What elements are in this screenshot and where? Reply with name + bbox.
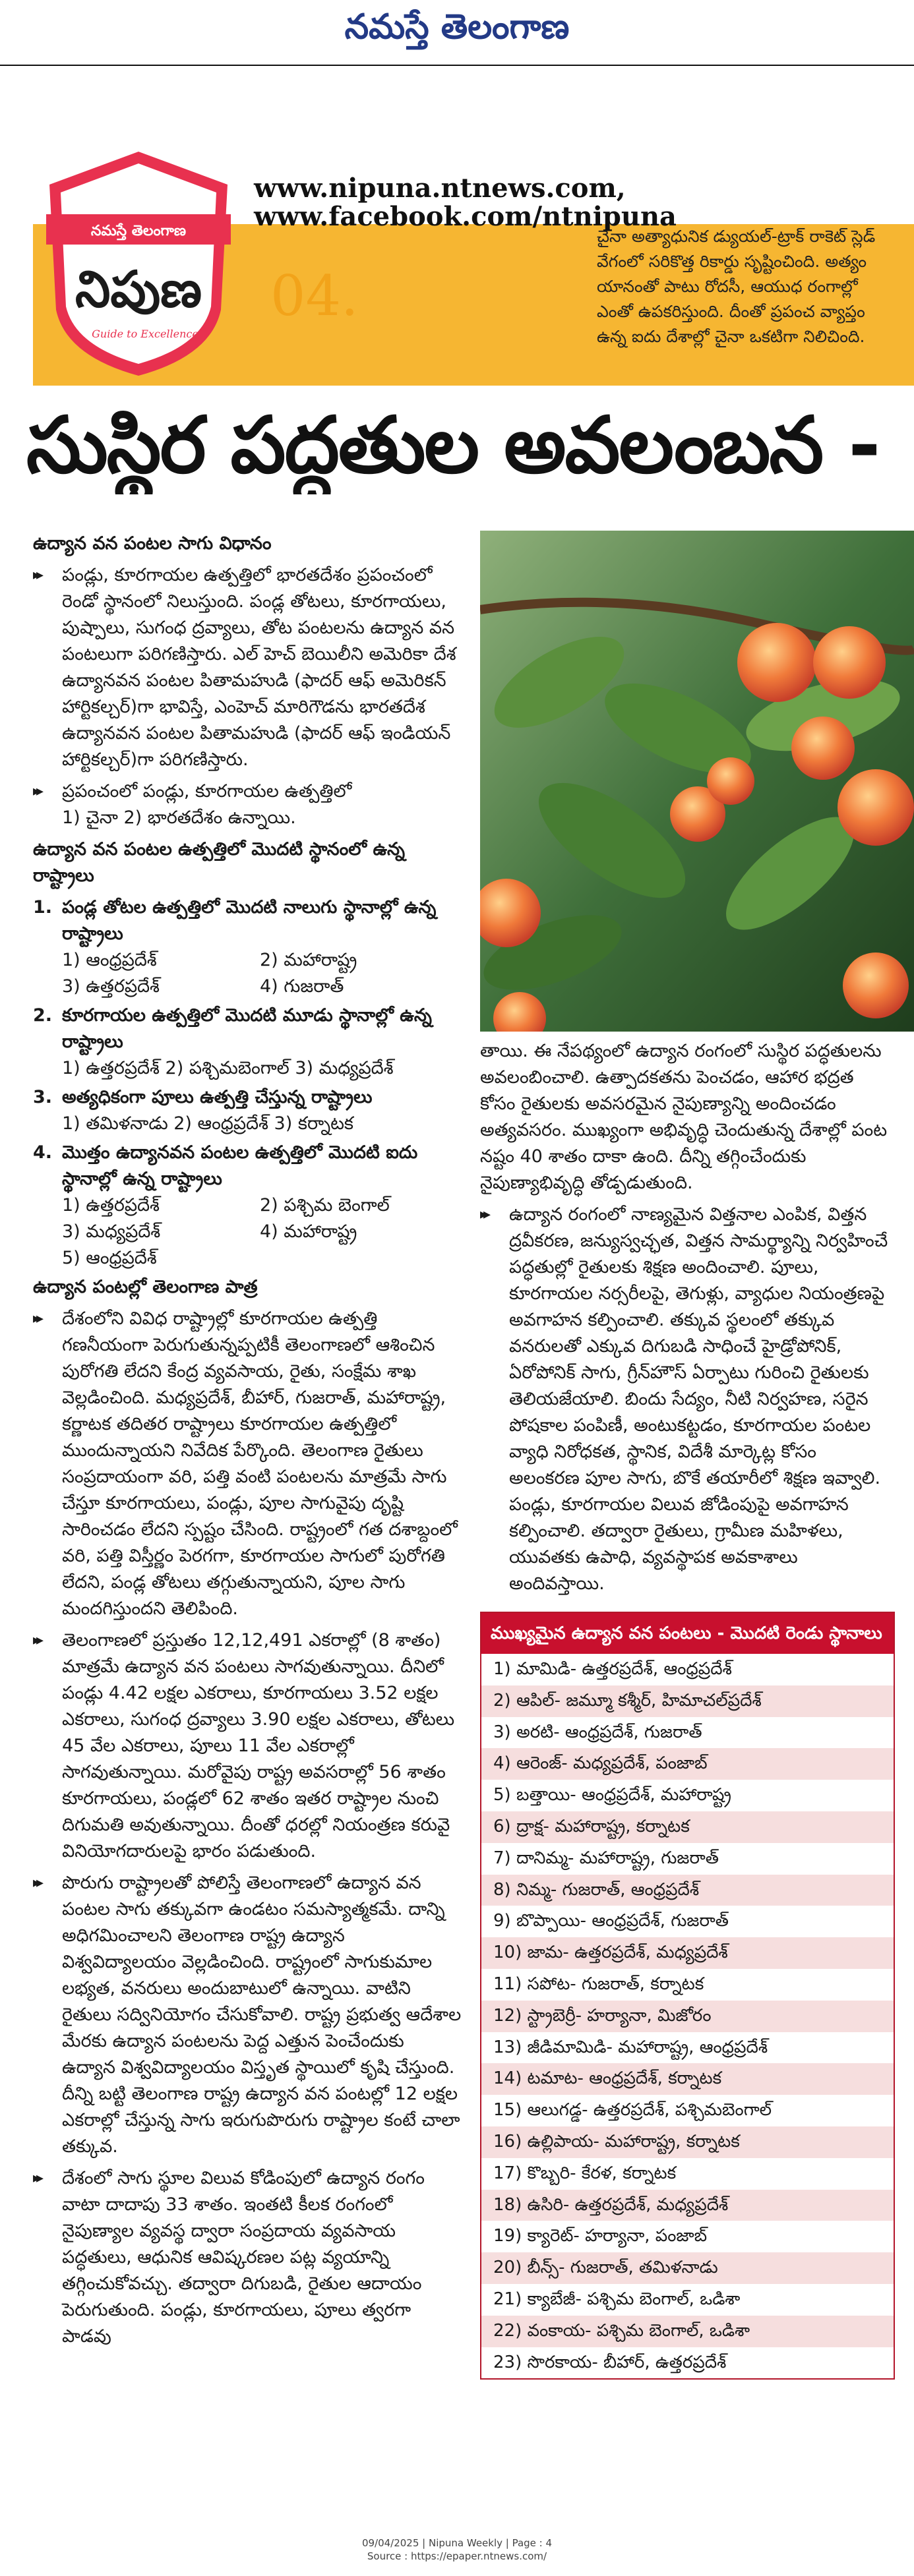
table-row: 20) బీన్స్- గుజరాత్, తమిళనాడు [481,2252,894,2284]
table-row: 6) ద్రాక్ష- మహారాష్ట్ర, కర్నాటక [481,1811,894,1843]
list-item: 3. అత్యధికంగా పూలు ఉత్పత్తి చేస్తున్న రాష్ట్రాలు [33,1087,373,1107]
state-list: 1) ఉత్తరప్రదేశ్ 2) పశ్చిమబెంగాల్ 3) మధ్యప్రదేశ్ [62,1058,394,1078]
badge-top-text: నమస్తే తెలంగాణ [90,223,187,239]
apricot-tree-photo [480,531,914,1032]
table-row: 1) మామిడి- ఉత్తరప్రదేశ్, ఆంధ్రప్రదేశ్ [493,1659,732,1679]
paragraph: ▸▸ ఉద్యాన రంగంలో నాణ్యమైన విత్తనాల ఎంపిక, విత్తన ద్రవీకరణ, జన్యుస్వచ్ఛత, విత్తన సామర్థ్యాన్ని నిర్వహించే పద్ధతుల్లో రైతులకు శిక్షణ అందించాలి. పూలు, కూరగాయల నర్సరీలపై, తెగుళ్లు, వ్యాధుల నియంత్రణపై అవగాహన కల్పించాలి. తక్కువ స్థలంలో తక్కువ వనరులతో ఎక్కువ దిగుబడి సాధించే హైడ్రోపోనిక్, ఏరోపోనిక్ సాగు, గ్రీన్‌హౌస్ ఏర్పాటు గురించి రైతులకు తెలియజేయాలి. బిందు సేద్యం, నీటి నిర్వహణ, సరైన పోషకాల పంపిణీ, అంటుకట్టడం, కూరగాయల పంటల వ్యాధి నిరోధకత, స్థానిక, విదేశీ మార్కెట్ల కోసం అలంకరణ పూల సాగు, బొకే తయారీలో శిక్షణ ఇవ్వాలి. పండ్లు, కూరగాయల విలువ జోడింపుపై అవగాహన కల్పించాలి. తద్వారా రైతులు, గ్రామీణ మహిళలు, యువతకు ఉపాధి, వ్యవస్థాపక అవకాశాలు అందివస్తాయి. [480,1202,892,1597]
table-row: 17) కొబ్బరి- కేరళ, కర్నాటక [493,2163,677,2183]
table-row: 13) జీడిమామిడి- మహారాష్ట్ర, ఆంధ్రప్రదేశ్ [493,2037,768,2057]
paragraph: ▸▸ పొరుగు రాష్ట్రాలతో పోలిస్తే తెలంగాణలో ఉద్యాన వన పంటల సాగు తక్కువగా ఉండటం సమస్యాత్మకమే. దాన్ని అధిగమించాలని తెలంగాణ రాష్ట్ర ఉద్యాన విశ్వవిద్యాలయం వెల్లడించింది. రాష్ట్రంలో సాగుకుమాల లభ్యత, వనరులు అందుబాటులో ఉన్నాయి. వాటిని రైతులు సద్వినియోగం చేసుకోవాలి. రాష్ట్ర ప్రభుత్వ ఆదేశాల మేరకు ఉద్యాన పంటలను పెద్ద ఎత్తున పెంచేందుకు ఉద్యాన విశ్వవిద్యాలయం విస్తృత స్థాయిలో కృషి చేస్తుంది. దీన్ని బట్టి తెలంగాణ రాష్ట్ర ఉద్యాన వన పంటల్లో 12 లక్షల ఎకరాల్లో చేస్తున్న సాగు ఇరుగుపొరుగు రాష్ట్రాల కంటే చాలా తక్కువ. [33,1870,462,2160]
paragraph: ▸▸ దేశంలోని వివిధ రాష్ట్రాల్లో కూరగాయల ఉత్పత్తి గణనీయంగా పెరుగుతున్నప్పటికీ తెలంగాణలో ఆశించిన పురోగతి లేదని కేంద్ర వ్యవసాయ, రైతు, సంక్షేమ శాఖ వెల్లడించింది. మధ్యప్రదేశ్, బీహార్, గుజరాత్, మహారాష్ట్ర, కర్ణాటక తదితర రాష్ట్రాలు కూరగాయల ఉత్పత్తిలో ముందున్నాయని నివేదిక పేర్కొంది. తెలంగాణ రైతులు సంప్రదాయంగా వరి, పత్తి వంటి పంటలను మాత్రమే సాగు చేస్తూ కూరగాయలు, పండ్లు, పూల సాగువైపు దృష్టి సారించడం లేదని స్పష్టం చేసింది. రాష్ట్రంలో గత దశాబ్దంలో వరి, పత్తి విస్తీర్ణం పెరగగా, కూరగాయల సాగులో పురోగతి లేదని, పండ్ల తోటలు తగ్గుతున్నాయని, పూల సాగు మందగిస్తుందని తెలిపింది. [33,1306,462,1622]
masthead-rule [0,65,914,66]
right-column [480,1038,892,1602]
nipuna-badge-logo [40,145,237,382]
masthead [0,0,914,66]
table-row: 11) సపోట- గుజరాత్, కర్నాటక [493,1974,704,1994]
table-row: 14) టమాట- ఆంధ్రప్రదేశ్, కర్నాటక [481,2063,894,2095]
paragraph: ▸▸ తెలంగాణలో ప్రస్తుతం 12,12,491 ఎకరాల్లో (8 శాతం) మాత్రమే ఉద్యాన వన పంటలు సాగవుతున్నాయి. దీనిలో పండ్లు 4.42 లక్షల ఎకరాలు, కూరగాయలు 3.52 లక్షల ఎకరాలు, సుగంధ ద్రవ్యాలు 3.90 లక్షల ఎకరాలు, తోటలు 45 వేల ఎకరాలు, పూలు 11 వేల ఎకరాల్లో సాగవుతున్నాయి. మరోవైపు రాష్ట్ర అవసరాల్లో 56 శాతం కూరగాయలు, పండ్లలో 62 శాతం ఇతర రాష్ట్రాల నుంచి దిగుమతి అవుతున్నాయి. దీంతో ధరల్లో నియంత్రణ కరువై వినియోగదారులపై భారం పడుతుంది. [33,1627,462,1865]
table-row: 5) బత్తాయి- ఆంధ్రప్రదేశ్, మహారాష్ట్ర [493,1785,731,1805]
left-column [33,531,462,2355]
teaser-line: చైనా అత్యాధునిక డ్యుయల్-ట్రాక్ రాకెట్ స్లెడ్ [597,227,876,246]
table-row: 2) ఆపిల్- జమ్మూ కశ్మీర్, హిమాచల్‌ప్రదేశ్ [481,1685,894,1717]
website-url[interactable]: www.nipuna.ntnews.com, [254,173,626,204]
paragraph: 1) చైనా 2) భారతదేశం ఉన్నాయి. [62,807,296,828]
teaser-line: యానంతో పాటు రోదసీ, ఆయుధ రంగాల్లో [597,277,858,296]
list-item: 2. కూరగాయల ఉత్పత్తిలో మొదటి మూడు స్థానాల్లో ఉన్న రాష్ట్రాలు [33,1005,432,1052]
section-heading: ఉద్యాన పంటల్లో తెలంగాణ పాత్ర [33,1277,258,1297]
table-row: 12) స్ట్రాబెర్రీ- హర్యానా, మిజోరం [481,2001,894,2032]
footer-source[interactable]: Source : https://epaper.ntnews.com/ [367,2550,547,2562]
crops-table [480,1612,895,2380]
table-row: 9) బొప్పాయి- ఆంధ్రప్రదేశ్, గుజరాత్ [493,1911,729,1931]
table-row: 8) నిమ్మ- గుజరాత్, ఆంధ్రప్రదేశ్ [481,1875,894,1906]
table-row: 10) జామ- ఉత్తరప్రదేశ్, మధ్యప్రదేశ్ [481,1937,894,1969]
section-heading: ఉద్యాన వన పంటల సాగు విధానం [33,533,272,554]
table-row: 15) ఆలుగడ్డ- ఉత్తరప్రదేశ్, పశ్చిమబెంగాల్ [493,2100,772,2121]
table-row: 7) దానిమ్మ- మహారాష్ట్ర, గుజరాత్ [493,1848,719,1868]
table-title: ముఖ్యమైన ఉద్యాన వన పంటలు - మొదటి రెండు స్థానాలు [481,1613,894,1654]
table-row: 18) ఉసిరి- ఉత్తరప్రదేశ్, మధ్యప్రదేశ్ [481,2190,894,2221]
list-item: 4. మొత్తం ఉద్యానవన పంటల ఉత్పత్తిలో మొదటి ఐదు స్థానాల్లో ఉన్న రాష్ట్రాలు [33,1142,418,1189]
table-row: 19) క్యారెట్- హర్యానా, పంజాబ్ [493,2226,708,2246]
table-row: 4) ఆరెంజ్- మధ్యప్రదేశ్, పంజాబ్ [481,1748,894,1780]
teaser-line: వేగంలో సరికొత్త రికార్డు సృష్టించింది. అత్యం [597,252,867,271]
paragraph: ▸▸ పండ్లు, కూరగాయల ఉత్పత్తిలో భారతదేశం ప్రపంచంలో రెండో స్థానంలో నిలుస్తుంది. పండ్ల తోటలు, కూరగాయలు, పుష్పాలు, సుగంధ ద్రవ్యాలు, తోట పంటలను ఉద్యాన వన పంటలుగా పరిగణిస్తారు. ఎల్ హెచ్ బెయిలీని అమెరికా దేశ ఉద్యానవన పంటల పితామహుడి (ఫాదర్ ఆఫ్ అమెరికన్ హార్టికల్చర్)గా భావిస్తే, ఎంహెచ్ మారిగౌడను భారతదేశ ఉద్యానవన పంటల పితామహుడి (ఫాదర్ ఆఫ్ ఇండియన్ హార్టికల్చర్)గా పరిగణిస్తారు. [33,562,462,773]
footer-info: 09/04/2025 | Nipuna Weekly | Page : 4 [361,2537,553,2549]
issue-number: 04. [270,264,359,328]
state-pair: 3) ఉత్తరప్రదేశ్ 4) గుజరాత్ [62,976,344,997]
table-row: 16) ఉల్లిపాయ- మహారాష్ట్ర, కర్నాటక [481,2126,894,2158]
teaser-text [597,224,914,349]
teaser-line: ఎంతో ఉపకరిస్తుంది. దీంతో ప్రపంచ వ్యాప్తం [597,302,865,321]
state-pair: 1) ఆంధ్రప్రదేశ్ 2) మహారాష్ట్ర [62,950,357,970]
state-pair: 3) మధ్యప్రదేశ్ 4) మహారాష్ట్ర [62,1221,357,1242]
table-row: 23) సొరకాయ- బీహార్, ఉత్తరప్రదేశ్ [493,2352,727,2372]
newspaper-title: నమస్తే తెలంగాణ [344,7,570,47]
table-row: 22) వంకాయ- పశ్చిమ బెంగాల్, ఒడిశా [481,2316,894,2347]
list-item: 1. పండ్ల తోటల ఉత్పత్తిలో మొదటి నాలుగు స్థానాల్లో ఉన్న రాష్ట్రాలు [33,897,437,944]
paragraph: ▸▸ దేశంలో సాగు స్థూల విలువ కోడింపులో ఉద్యాన రంగం వాటా దాదాపు 33 శాతం. ఇంతటి కీలక రంగంలో నైపుణ్యాల వ్యవస్థ ద్వారా సంప్రదాయ వ్యవసాయ పద్ధతులు, ఆధునిక ఆవిష్కరణల పట్ల వ్యయాన్ని తగ్గించుకోవచ్చు. తద్వారా దిగుబడి, రైతుల ఆదాయం పెరుగుతుంది. పండ్లు, కూరగాయలు, పూలు త్వరగా పాడవు [33,2165,462,2350]
state-pair: 1) ఉత్తరప్రదేశ్ 2) పశ్చిమ బెంగాల్ [62,1195,390,1215]
section-heading: ఉద్యాన వన పంటల ఉత్పత్తిలో మొదటి స్థానంలో ఉన్న రాష్ట్రాలు [33,839,405,886]
state-list: 5) ఆంధ్రప్రదేశ్ [62,1248,157,1268]
teaser-line: ఉన్న ఐదు దేశాల్లో చైనా ఒకటిగా నిలిచింది. [597,327,865,346]
badge-main-text: నిపుణ [75,260,202,318]
article-headline: సుస్థిర పద్ధతుల అవలంబన - [26,399,880,490]
page-footer [0,2536,914,2563]
table-row: 21) క్యాబేజీ- పశ్చిమ బెంగాల్, ఒడిశా [493,2289,741,2309]
state-list: 1) తమిళనాడు 2) ఆంధ్రప్రదేశ్ 3) కర్నాటక [62,1113,354,1134]
table-row: 3) అరటి- ఆంధ్రప్రదేశ్, గుజరాత్ [493,1722,702,1742]
badge-tagline: Guide to Excellence [92,328,198,340]
paragraph: తాయి. ఈ నేపథ్యంలో ఉద్యాన రంగంలో సుస్థిర పద్ధతులను అవలంబించాలి. ఉత్పాదకతను పెంచడం, ఆహార భద్రత కోసం రైతులకు అవసరమైన నైపుణ్యాన్ని అందించడం అత్యవసరం. ముఖ్యంగా అభివృద్ధి చెందుతున్న దేశాల్లో పంట నష్టం 40 శాతం దాకా ఉంది. దీన్ని తగ్గించేందుకు నైపుణ్యాభివృద్ధి తోడ్పడుతుంది. [480,1041,888,1193]
facebook-url[interactable]: www.facebook.com/ntnipuna [254,201,677,232]
paragraph: ▸▸ ప్రపంచంలో పండ్లు, కూరగాయల ఉత్పత్తిలో [33,778,462,805]
